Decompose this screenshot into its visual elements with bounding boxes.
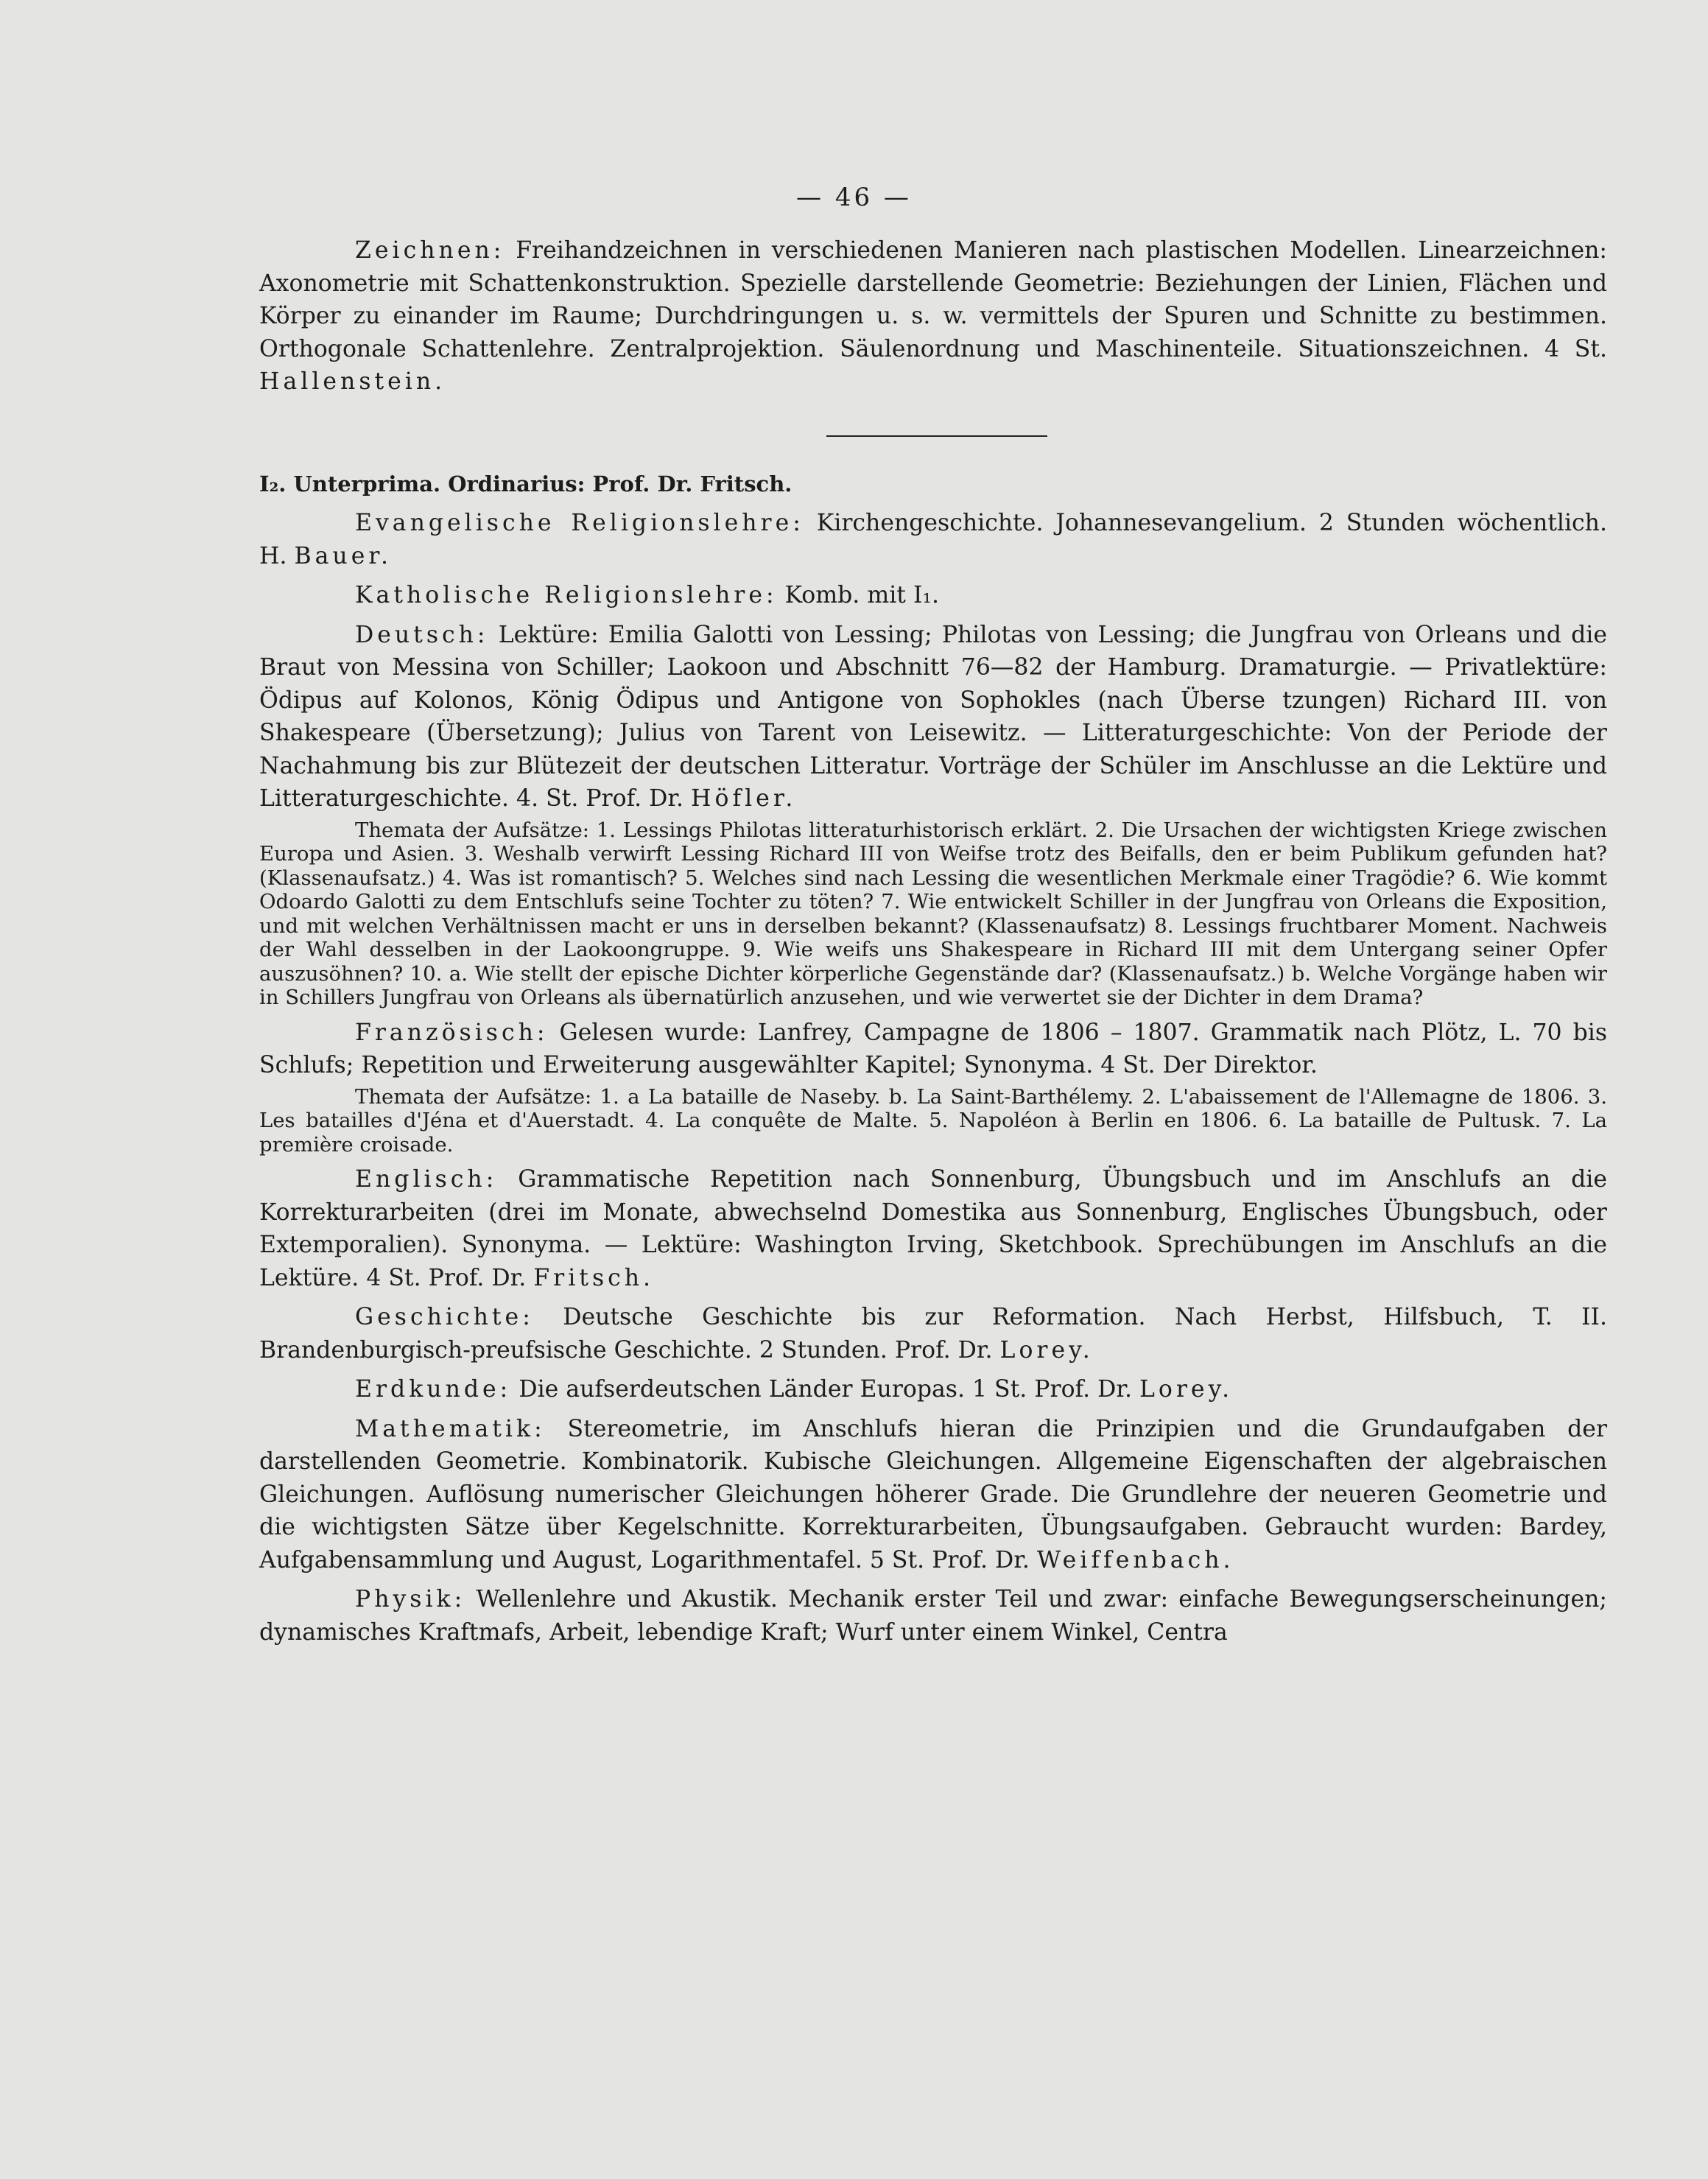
mathematik-teacher: Weiffenbach. bbox=[1036, 1546, 1234, 1573]
mathematik-label: Mathematik: bbox=[355, 1415, 546, 1442]
englisch-paragraph bbox=[259, 1163, 1607, 1294]
erdkunde-teacher: Lorey. bbox=[1139, 1376, 1234, 1403]
ev-religion-text: Kirchengeschichte. Johannesevangelium. 2 Stunden wöchentlich. H. bbox=[259, 510, 1607, 569]
ev-religion-label: Evangelische Religionslehre: bbox=[355, 510, 804, 536]
franzoesisch-text: Gelesen wurde: Lanfrey, Campagne de 1806 – 1807. Grammatik nach Plötz, L. 70 bis Schlufs; Repetition und Erweiterung ausgewählter Kapitel; Synonyma. 4 St. Der Direktor. bbox=[259, 1019, 1607, 1078]
zeichnen-text: Freihandzeichnen in verschiedenen Manieren nach plastischen Modellen. Linearzeichnen: Axonometrie mit Schattenkonstruktion. Spezielle darstellende Geometrie: Beziehungen der Linien, Flächen und Körper zu einander im Raume; Durchdringungen u. s. w. vermittels der Spuren und Schnitte zu bestimmen. Orthogonale Schattenlehre. Zentralprojektion. Säulenordnung und Maschinenteile. Situationszeichnen. 4 St. bbox=[259, 237, 1608, 362]
physik-text: Wellenlehre und Akustik. Mechanik erster Teil und zwar: einfache Bewegungserscheinungen; dynamisches Kraftmafs, Arbeit, lebendige Kraft; Wurf unter einem Winkel, Centra bbox=[259, 1586, 1607, 1646]
franzoesisch-themata: Themata der Aufsätze: 1. a La bataille de Naseby. b. La Saint-Barthélemy. 2. L'abaissement de l'Allemagne de 1806. 3. Les batailles d'Jéna et d'Auerstadt. 4. La conquête de Malte. 5. Napoléon à Berlin en 1806. 6. La bataille de Pultusk. 7. La première croisade. bbox=[259, 1084, 1607, 1157]
franzoesisch-label: Französisch: bbox=[355, 1019, 549, 1046]
page-content bbox=[259, 234, 1607, 1649]
zeichnen-teacher: Hallenstein. bbox=[259, 368, 446, 395]
franzoesisch-paragraph bbox=[259, 1017, 1607, 1082]
englisch-label: Englisch: bbox=[355, 1166, 498, 1193]
deutsch-label: Deutsch: bbox=[355, 621, 489, 648]
geschichte-teacher: Lorey. bbox=[999, 1336, 1094, 1364]
mathematik-paragraph bbox=[259, 1413, 1607, 1577]
erdkunde-label: Erdkunde: bbox=[355, 1376, 512, 1403]
geschichte-label: Geschichte: bbox=[355, 1304, 534, 1330]
kath-religion-paragraph bbox=[259, 579, 1607, 612]
physik-label: Physik: bbox=[355, 1586, 466, 1613]
deutsch-teacher: Höfler. bbox=[691, 785, 797, 812]
deutsch-paragraph bbox=[259, 619, 1607, 815]
erdkunde-paragraph bbox=[259, 1373, 1607, 1406]
physik-paragraph bbox=[259, 1583, 1607, 1649]
ev-religion-teacher: Bauer. bbox=[294, 542, 392, 569]
kath-religion-label: Katholische Religionslehre: bbox=[355, 582, 778, 608]
deutsch-themata: Themata der Aufsätze: 1. Lessings Philotas litteraturhistorisch erklärt. 2. Die Ursachen der wichtigsten Kriege zwischen Europa und Asien. 3. Weshalb verwirft Lessing Richard III von Weifse trotz des Beifalls, den er beim Publikum gefunden hat? (Klassenaufsatz.) 4. Was ist romantisch? 5. Welches sind nach Lessing die wesentlichen Merkmale einer Tragödie? 6. Wie kommt Odoardo Galotti zu dem Entschlufs seine Tochter zu töten? 7. Wie entwickelt Schiller in der Jungfrau von Orleans die Exposition, und mit welchen Verhältnissen macht er uns in derselben bekannt? (Klassenaufsatz) 8. Lessings fruchtbarer Moment. Nachweis der Wahl desselben in der Laokoongruppe. 9. Wie weifs uns Shakespeare in Richard III mit dem Untergang seiner Opfer auszusöhnen? 10. a. Wie stellt der epische Dichter körperliche Gegenstände dar? (Klassenaufsatz.) b. Welche Vorgänge haben wir in Schillers Jungfrau von Orleans als übernatürlich anzusehen, und wie verwertet sie der Dichter in dem Drama? bbox=[259, 818, 1607, 1009]
kath-religion-text: Komb. mit I₁. bbox=[784, 582, 940, 608]
section-divider bbox=[826, 435, 1047, 437]
englisch-teacher: Fritsch. bbox=[533, 1264, 655, 1291]
class-heading: I₂. Unterprima. Ordinarius: Prof. Dr. Fritsch. bbox=[259, 471, 793, 496]
mathematik-text: Stereometrie, im Anschlufs hieran die Prinzipien und die Grundaufgaben der darstellenden Geometrie. Kombinatorik. Kubische Gleichungen. Allgemeine Eigenschaften der algebraischen Gleichungen. Auflösung numerischer Gleichungen höherer Grade. Die Grundlehre der neueren Geometrie und die wichtigsten Sätze über Kegelschnitte. Korrekturarbeiten, Übungsaufgaben. Gebraucht wurden: Bardey, Aufgabensammlung und August, Logarithmentafel. 5 St. Prof. Dr. bbox=[259, 1415, 1608, 1573]
page-number: — 46 — bbox=[796, 183, 912, 212]
zeichnen-label: Zeichnen: bbox=[355, 237, 505, 264]
deutsch-text: Lektüre: Emilia Galotti von Lessing; Philotas von Lessing; die Jungfrau von Orleans und die Braut von Messina von Schiller; Laokoon und Abschnitt 76—82 der Hamburg. Dramaturgie. — Privatlektüre: Ödipus auf Kolonos, König Ödipus und Antigone von Sophokles (nach Überse tzungen) Richard III. von Shakespeare (Übersetzung); Julius von Tarent von Leisewitz. — Litteraturgeschichte: Von der Periode der Nachahmung bis zur Blütezeit der deutschen Litteratur. Vorträge der Schüler im Anschlusse an die Lektüre und Litteraturgeschichte. 4. St. Prof. Dr. bbox=[259, 621, 1607, 812]
erdkunde-text: Die aufserdeutschen Länder Europas. 1 St. Prof. Dr. bbox=[519, 1376, 1132, 1403]
englisch-text: Grammatische Repetition nach Sonnenburg, Übungsbuch und im Anschlufs an die Korrekturarbeiten (drei im Monate, abwechselnd Domestika aus Sonnenburg, Englisches Übungsbuch, oder Extemporalien). Synonyma. — Lektüre: Washington Irving, Sketchbook. Sprechübungen im Anschlufs an die Lektüre. 4 St. Prof. Dr. bbox=[259, 1166, 1607, 1291]
ev-religion-paragraph bbox=[259, 507, 1607, 572]
geschichte-paragraph bbox=[259, 1301, 1607, 1366]
geschichte-text: Deutsche Geschichte bis zur Reformation. Nach Herbst, Hilfsbuch, T. II. Brandenburgisch-preufsische Geschichte. 2 Stunden. Prof. Dr. bbox=[259, 1304, 1607, 1364]
zeichnen-paragraph bbox=[259, 234, 1607, 399]
